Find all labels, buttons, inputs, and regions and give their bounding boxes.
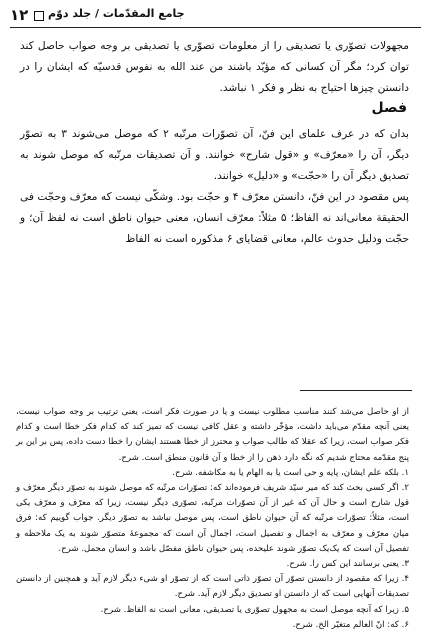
page-header <box>6 6 411 26</box>
paragraph: پس مقصود در این فنّ، دانستن معرّف ۴ و حجّت بود. وشکّی نیست که معرّف وحجّت فی الحقیقة معانی‌اند نه الفاظ؛ ۵ مثلاً: معرّف انسان، معنی حیوان ناطق است نه لفظ آن؛ و حجّت ودلیل حدوث عالم، معانی قضایای ۶ مذکوره است نه الفاظ <box>20 191 409 245</box>
running-title: جامع المقدّمات / جلد دوّم <box>48 7 185 20</box>
footnote: ۲. اگر کسی بحث کند که میر سیّد شریف فرموده‌اند که: تصوّرات مرتّبه که موصل شوند به تصوّر دیگر معرّف و قول شارح است و حال آن که غیر از آن تصوّرات مرتّبه، تصوّری دیگر نیست، زیرا که معرّف و معرّف یکی است، مثلاً: تصوّرات مرتّبه که آن حیوان ناطق است، پس موصل نباشد به تصوّر دیگر. جواب گوییم که: فرق میان معرّف و معرّف به اجمال و تفصیل است، اجمال آن است که مجموعهٔ متصوّر شوند به یک ملاحظه و تفصیل آن است که یک‌یک تصوّر شوند علیحده، پس حیوان ناطق مفصّل باشد و انسان مجمل. شرح. <box>16 483 409 554</box>
paragraph: مجهولات تصوّری یا تصدیقی را از معلومات تصوّری یا تصدیقی بر وجه صواب حاصل کند توان کرد؛ مگر آن کسانی که مؤیّد باشند من عند الله به نفوس قدسیّه که ایشان را در دانستن چیزها احتیاج به نظر و فکر ۱ نباشد. <box>20 40 409 94</box>
page-number: ۱۲ <box>10 6 29 24</box>
main-text-section <box>20 124 409 250</box>
footnote: ۵. زیرا که آنچه موصل است به مجهول تصوّری یا تصدیقی، معانی است نه الفاظ. شرح. <box>100 604 409 615</box>
paragraph: بدان که در عرف علمای این فنّ، آن تصوّرات مرتّبه ۲ که موصل می‌شوند ۳ به تصوّر دیگر، آن را «معرّف» و «قول شارح» خوانند. و آن تصدیقات مرتّبه که موصل شوند به تصدیق دیگر آن را «حجّت» و «دلیل» خوانند. <box>20 128 409 182</box>
square-ornament-icon <box>34 11 44 21</box>
footnote: ۶. که: انّ العالم متغیّر الخ. شرح. <box>292 619 409 630</box>
footnote-separator <box>300 390 412 391</box>
footnotes <box>16 405 409 633</box>
header-rule <box>10 27 421 28</box>
footnote: ۳. یعنی برسانند این کس را. شرح. <box>286 559 409 570</box>
footnote: از او حاصل می‌شد کنند مناسب مطلوب نیست و یا در صورت فکر است، یعنی ترتیب بر وجه صواب نیست، یعنی آنچه مقدّم می‌باید داشت، مؤخّر داشته و عقل کافی نیست که تمیز کند که کدام فکر خطا است و کدام فکر صواب است، زیرا که عقلا که طالب صواب و محترز از خطا هستند ایشان را خطا دست داده، پس بر این بر پنج مقدّمه محتاج شدیم که نگه دارد ذهن را از خطا و آن قانون منطق است. شرح. <box>16 407 409 463</box>
footnote: ۴. زیرا که مقصود از دانستن تصوّر آن تصوّر ذاتی است که از تصوّر او شیء دیگر لازم آید و همچنین از دانستن تصدیقات آنهایی است که از دانستن او تصدیق دیگر لازم آید. شرح. <box>16 574 409 600</box>
footnote: ۱. بلکه علم ایشان، پایه و حی است یا به الهام یا به مکاشفه. شرح. <box>172 467 409 478</box>
main-text-intro <box>20 36 409 99</box>
section-heading: فصل <box>371 100 407 116</box>
